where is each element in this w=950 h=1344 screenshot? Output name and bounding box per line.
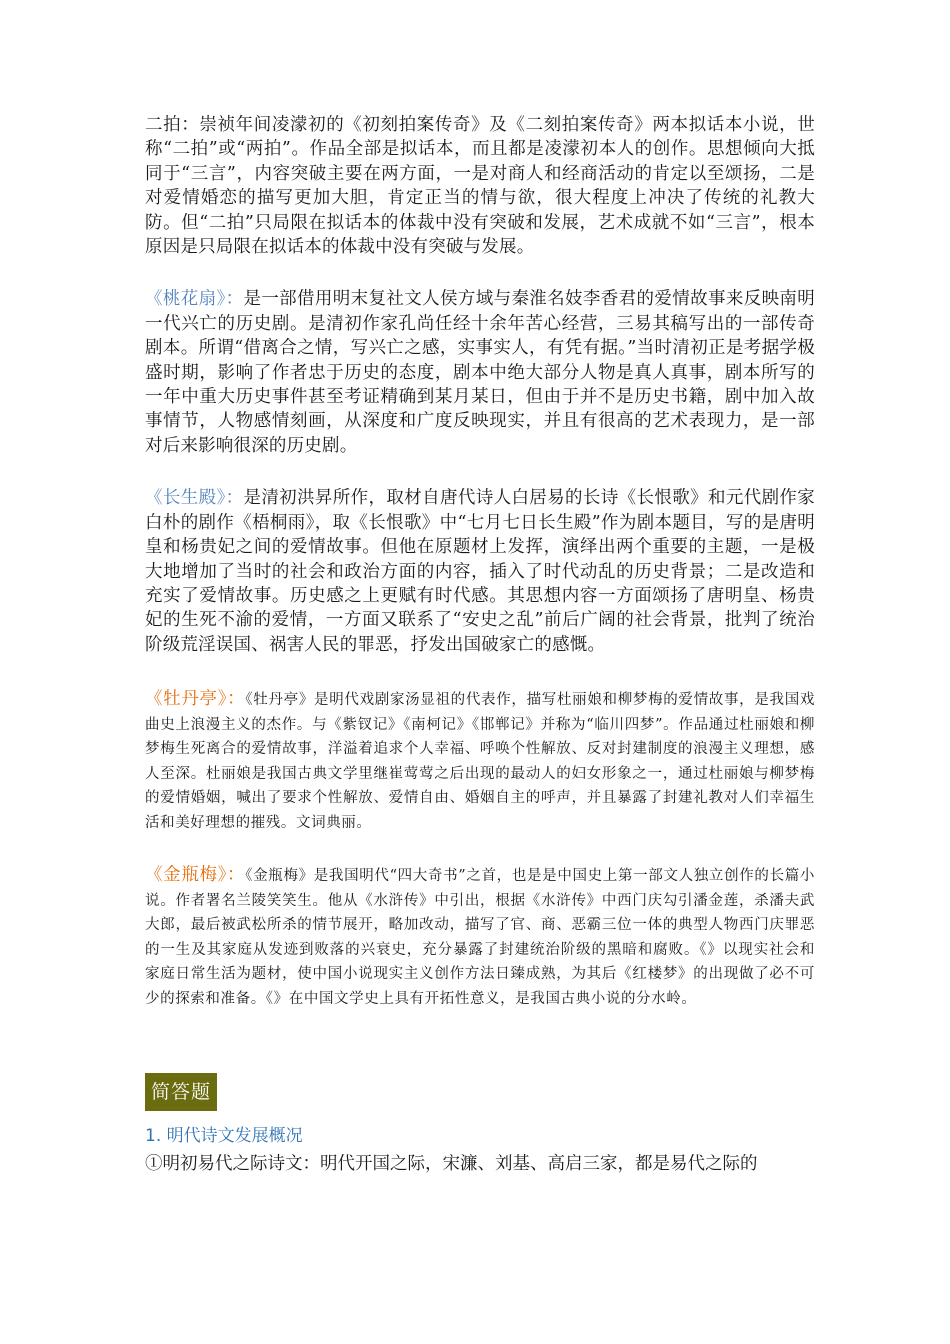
list-item: ①明初易代之际诗文：明代开国之际，宋濂、刘基、高启三家，都是易代之际的 (145, 1154, 758, 1175)
section-heading: 简答题 (145, 1073, 217, 1111)
paragraph-taohuashan (145, 287, 815, 458)
paragraph-jinpingmei (145, 863, 815, 1011)
spacer (145, 259, 815, 287)
paragraph-changshengdian (145, 486, 815, 657)
paragraph-mudanting-text: 《牡丹亭》是明代戏剧家汤显祖的代表作，描写杜丽娘和柳梦梅的爱情故事，是我国戏曲史上浪漫主义的杰作。与《紫钗记》《南柯记》《邯郸记》并称为“临川四梦”。作品通过杜丽娘和柳梦梅生死离合的爱情故事，洋溢着追求个人幸福、呼唤个性解放、反对封建制度的浪漫主义理想，感人至深。杜丽娘是我国古典文学里继崔莺莺之后出现的最动人的妇女形象之一，通过杜丽娘与柳梦梅的爱情婚姻，喊出了要求个性解放、爱情自由、婚姻自主的呼声，并且暴露了封建礼教对人们幸福生活和美好理想的摧残。文词典丽。 (145, 692, 815, 831)
spacer (145, 835, 815, 863)
spacer (145, 458, 815, 486)
paragraph-taohuashan-text: 是一部借用明末复社文人侯方域与秦淮名妓李香君的爱情故事来反映南明一代兴亡的历史剧。是清初作家孔尚任经十余年苦心经营，三易其稿写出的一部传奇剧本。所谓“借离合之情，写兴亡之感，实事实人，有凭有据。”当时清初正是考据学极盛时期，影响了作者忠于历史的态度，剧本中绝大部分人物是真人真事，剧本所写的一年中重大历史事件甚至考证精确到某月某日，但由于并不是历史书籍，剧中加入故事情节，人物感情刻画，从深度和广度反映现实，并且有很高的艺术表现力，是一部对后来影响很深的历史剧。 (145, 289, 815, 456)
spacer (145, 1011, 815, 1073)
document-page (145, 113, 815, 1177)
sub-heading: 1. 明代诗文发展概况 (145, 1126, 303, 1147)
term-taohuashan: 《桃花扇》： (145, 289, 244, 310)
paragraph-mudanting (145, 687, 815, 835)
term-jinpingmei: 《金瓶梅》： (145, 865, 246, 886)
paragraph-jinpingmei-text: 《金瓶梅》是我国明代“四大奇书”之首，也是是中国史上第一部文人独立创作的长篇小说。作者署名兰陵笑笑生。他从《水浒传》中引出，根据《水浒传》中西门庆勾引潘金莲，杀潘夫武大郎，最后被武松所杀的情节展开，略加改动，描写了官、商、恶霸三位一体的典型人物西门庆罪恶的一生及其家庭从发迹到败落的兴衰史，充分暴露了封建统治阶级的黑暗和腐败。《》以现实社会和家庭日常生活为题材，使中国小说现实主义创作方法日臻成熟，为其后《红楼梦》的出现做了必不可少的探索和准备。《》在中国文学史上具有开拓性意义，是我国古典小说的分水岭。 (145, 868, 815, 1007)
term-mudanting: 《牡丹亭》： (145, 689, 246, 710)
paragraph-changshengdian-text: 是清初洪昇所作，取材自唐代诗人白居易的长诗《长恨歌》和元代剧作家白朴的剧作《梧桐雨》，取《长恨歌》中“七月七日长生殿”作为剧本题目，写的是唐明皇和杨贵妃之间的爱情故事。但他在原题材上发挥，演绎出两个重要的主题，一是极大地增加了当时的社会和政治方面的内容，插入了时代动乱的历史背景；二是改造和充实了爱情故事。历史感之上更赋有时代感。其思想内容一方面颂扬了唐明皇、杨贵妃的生死不渝的爱情，一方面又联系了“安史之乱”前后广阔的社会背景，批判了统治阶级荒淫误国、祸害人民的罪恶，抒发出国破家亡的感慨。 (145, 488, 815, 655)
term-changshengdian: 《长生殿》： (145, 488, 244, 509)
paragraph-erpai (145, 113, 815, 259)
spacer (145, 657, 815, 687)
paragraph-erpai-text: 二拍：崇祯年间凌濛初的《初刻拍案传奇》及《二刻拍案传奇》两本拟话本小说，世称“二拍”或“两拍”。作品全部是拟话本，而且都是凌濛初本人的创作。思想倾向大抵同于“三言”，内容突破主要在两方面，一是对商人和经商活动的肯定以至颂扬，二是对爱情婚恋的描写更加大胆，肯定正当的情与欲，很大程度上冲决了传统的礼教大防。但“二拍”只局限在拟话本的体裁中没有突破和发展，艺术成就不如“三言”，根本原因是只局限在拟话本的体裁中没有突破与发展。 (145, 115, 815, 258)
